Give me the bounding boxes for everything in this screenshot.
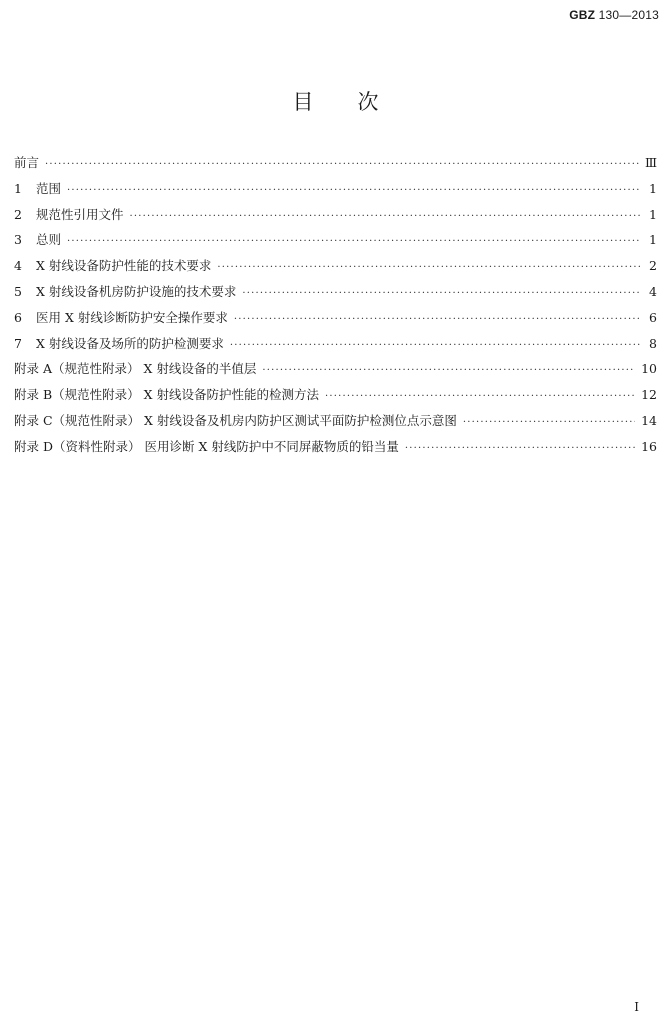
toc-entry-appendix-a[interactable] bbox=[14, 356, 657, 382]
toc-entry-label: 附录 B（规范性附录） X 射线设备防护性能的检测方法 bbox=[14, 387, 320, 403]
toc-leader-dots bbox=[45, 152, 639, 178]
toc-entry-page: 1 bbox=[649, 180, 657, 196]
toc-leader-dots bbox=[234, 307, 641, 333]
toc-leader-dots bbox=[405, 436, 635, 462]
toc-entry-page: 6 bbox=[649, 309, 657, 325]
toc-entry-page: 12 bbox=[641, 387, 657, 403]
toc-entry-page: 2 bbox=[649, 258, 657, 274]
toc-entry-number: 7 bbox=[14, 335, 22, 351]
toc-entry-page: 8 bbox=[649, 335, 657, 351]
toc-leader-dots bbox=[463, 410, 635, 436]
toc-entry-label: 总则 bbox=[36, 232, 62, 248]
toc-entry-1[interactable] bbox=[14, 176, 657, 202]
toc-leader-dots bbox=[325, 384, 635, 410]
toc-leader-dots bbox=[242, 281, 641, 307]
toc-entry-label: 规范性引用文件 bbox=[36, 206, 124, 222]
toc-entry-label: 附录 A（规范性附录） X 射线设备的半值层 bbox=[14, 361, 257, 377]
toc-entry-label: 医用 X 射线诊断防护安全操作要求 bbox=[36, 309, 228, 325]
toc-entry-preface[interactable] bbox=[14, 150, 657, 176]
toc-entry-6[interactable] bbox=[14, 305, 657, 331]
toc-entry-label: X 射线设备防护性能的技术要求 bbox=[36, 258, 212, 274]
toc-entry-appendix-c[interactable] bbox=[14, 408, 657, 434]
toc-leader-dots bbox=[67, 229, 641, 255]
toc-entry-number: 4 bbox=[14, 258, 22, 274]
toc-leader-dots bbox=[130, 204, 641, 230]
toc-entry-page: Ⅲ bbox=[644, 155, 657, 170]
toc-entry-appendix-d[interactable] bbox=[14, 434, 657, 460]
toc-leader-dots bbox=[230, 333, 641, 359]
toc-leader-dots bbox=[217, 255, 641, 281]
document-code bbox=[569, 8, 659, 22]
toc-entry-2[interactable] bbox=[14, 202, 657, 228]
toc-entry-label: 附录 C（规范性附录） X 射线设备及机房内防护区测试平面防护检测位点示意图 bbox=[14, 412, 457, 428]
toc-entry-page: 1 bbox=[649, 232, 657, 248]
toc-entry-3[interactable] bbox=[14, 227, 657, 253]
toc-entry-appendix-b[interactable] bbox=[14, 382, 657, 408]
toc-entry-label: X 射线设备及场所的防护检测要求 bbox=[36, 335, 224, 351]
toc-entry-label: X 射线设备机房防护设施的技术要求 bbox=[36, 283, 237, 299]
document-code-prefix: GBZ bbox=[569, 8, 596, 22]
toc-entry-number: 2 bbox=[14, 206, 22, 222]
toc-leader-dots bbox=[262, 358, 635, 384]
toc-entry-7[interactable] bbox=[14, 331, 657, 357]
toc-leader-dots bbox=[67, 178, 641, 204]
toc-entry-page: 10 bbox=[641, 361, 657, 377]
toc-entry-page: 14 bbox=[641, 412, 657, 428]
page-number: Ⅰ bbox=[634, 1000, 639, 1014]
toc-entry-number: 6 bbox=[14, 309, 22, 325]
toc-entry-label: 范围 bbox=[36, 180, 62, 196]
toc-entry-number: 1 bbox=[14, 180, 22, 196]
document-code-number: 130—2013 bbox=[598, 8, 659, 22]
toc-entry-page: 4 bbox=[649, 283, 657, 299]
toc-entry-page: 1 bbox=[649, 206, 657, 222]
toc-entry-label: 前言 bbox=[14, 155, 40, 170]
toc-entry-4[interactable] bbox=[14, 253, 657, 279]
toc-entry-5[interactable] bbox=[14, 279, 657, 305]
toc-entry-page: 16 bbox=[641, 438, 657, 454]
table-of-contents bbox=[14, 150, 657, 460]
page-title: 目次 bbox=[292, 90, 423, 114]
toc-entry-number: 3 bbox=[14, 232, 22, 248]
toc-entry-label: 附录 D（资料性附录） 医用诊断 X 射线防护中不同屏蔽物质的铅当量 bbox=[14, 438, 399, 454]
toc-entry-number: 5 bbox=[14, 283, 22, 299]
